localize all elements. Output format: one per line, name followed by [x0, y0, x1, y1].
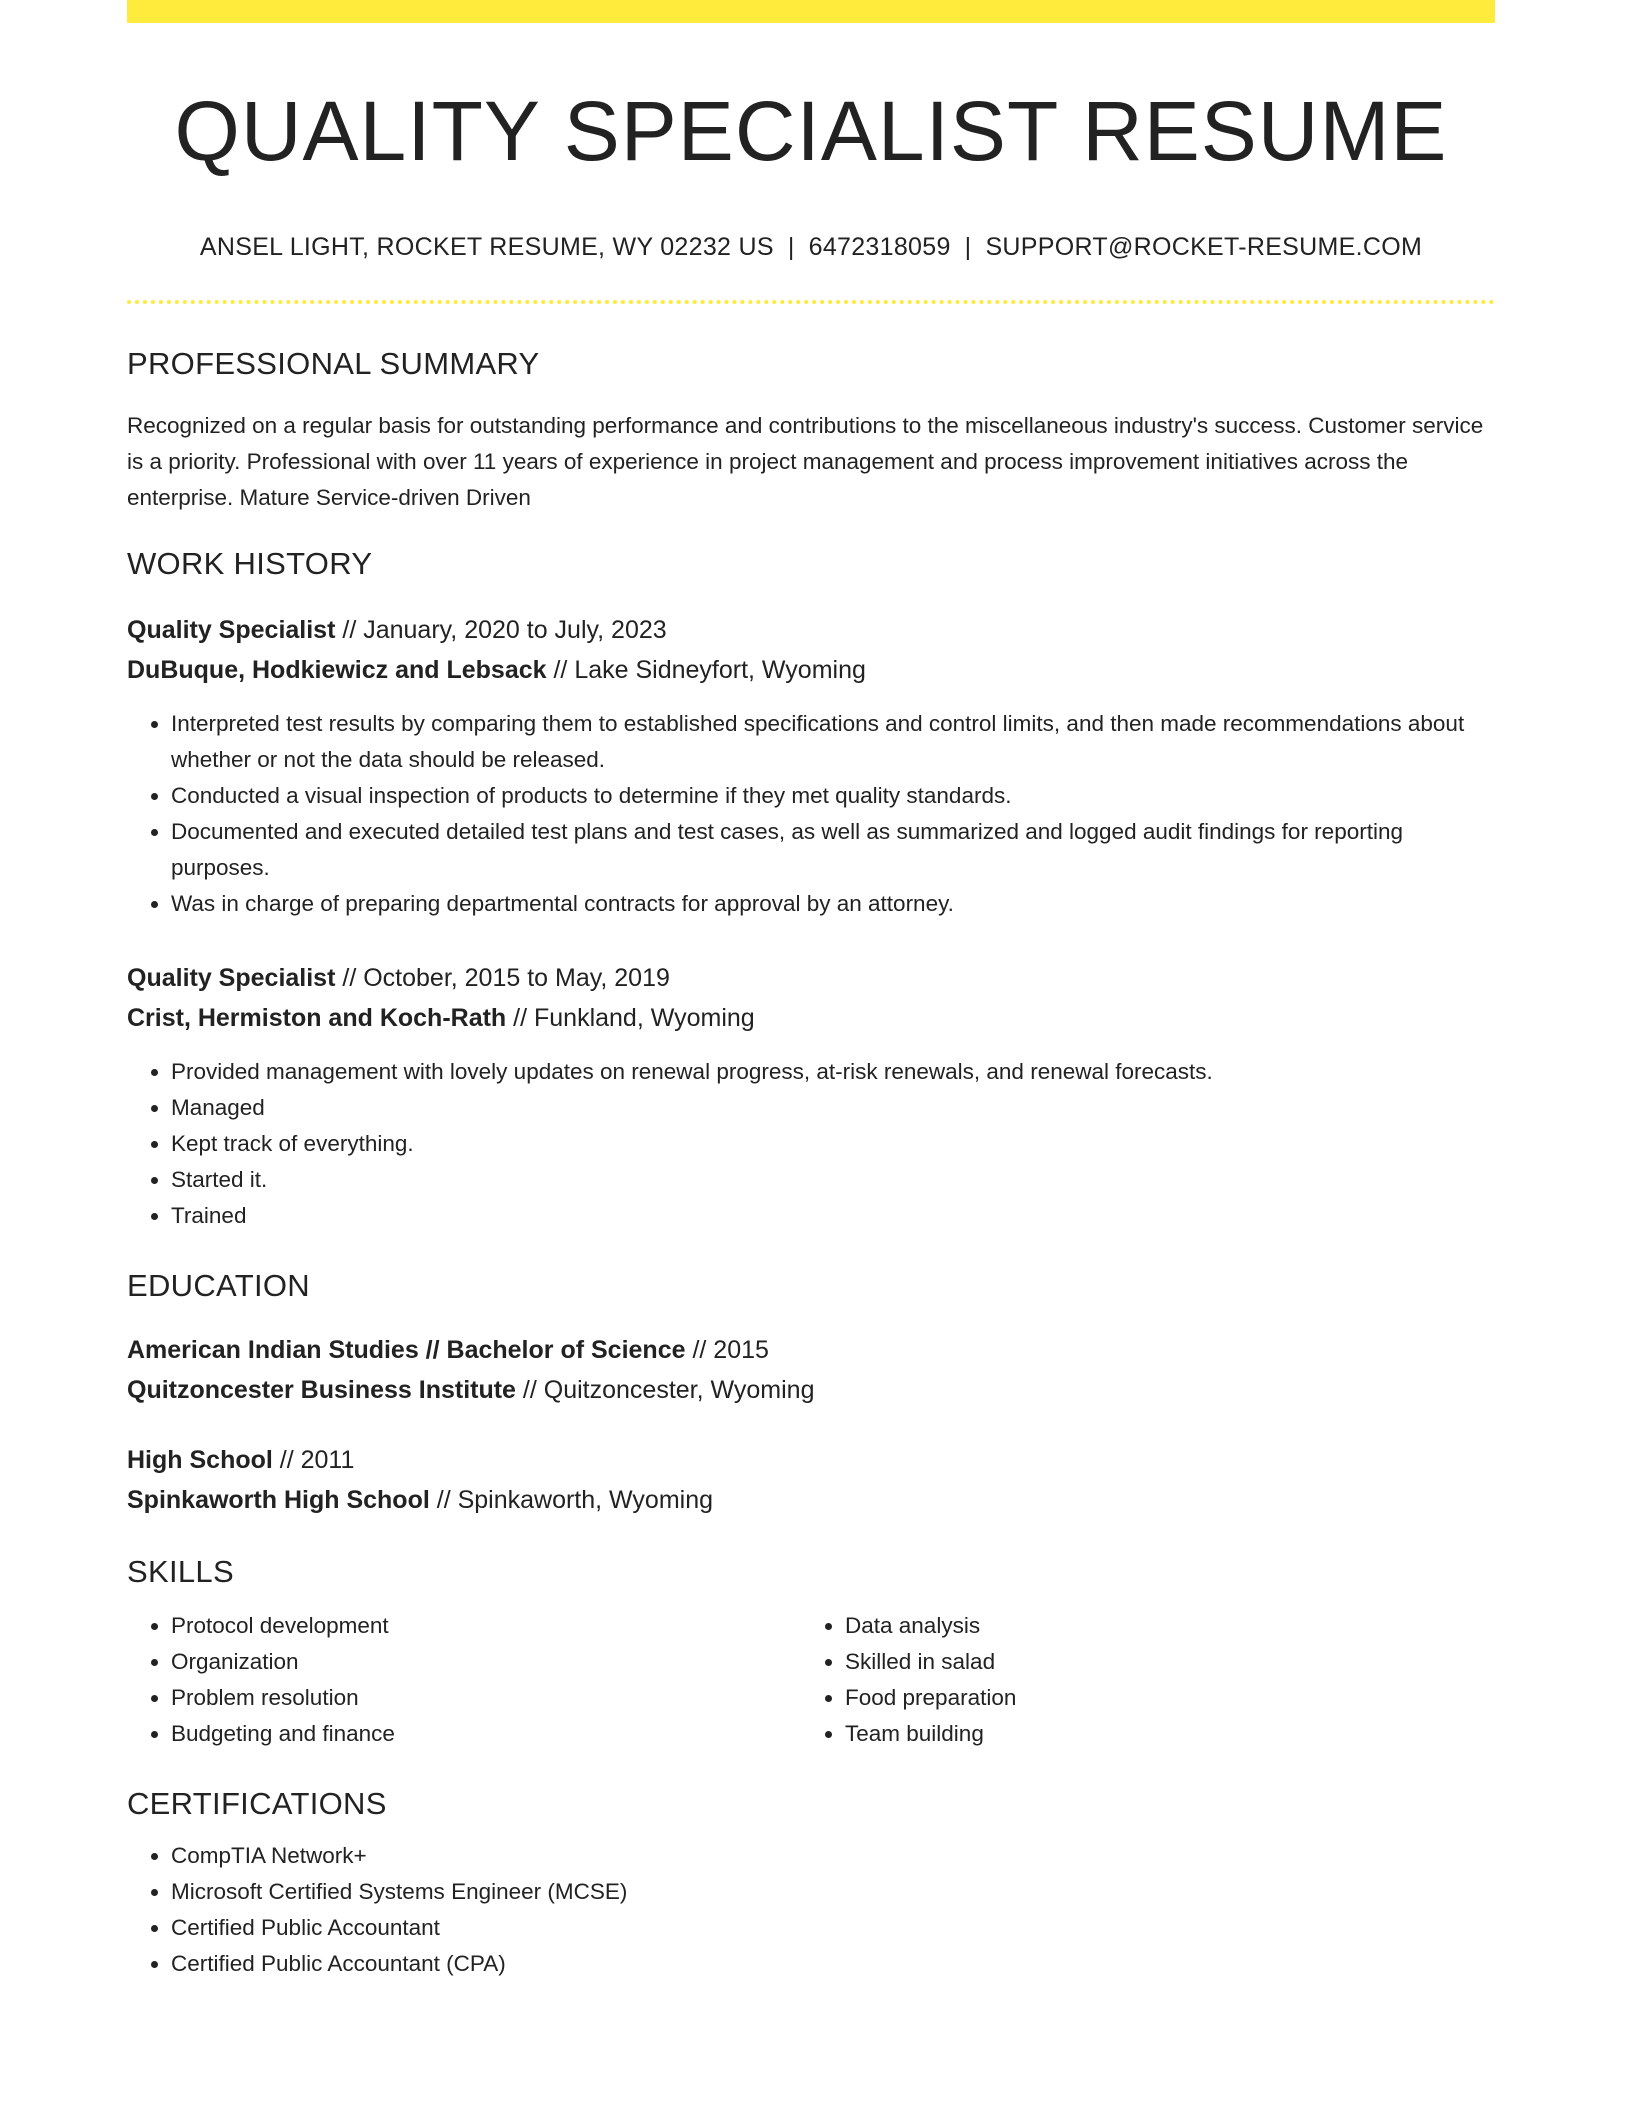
- contact-email: SUPPORT@ROCKET-RESUME.COM: [985, 233, 1423, 262]
- education-year: // 2011: [279, 1446, 355, 1475]
- education-year: // 2015: [692, 1336, 769, 1365]
- list-item: • Certified Public Accountant (CPA): [171, 1946, 1495, 1982]
- list-item: • Started it.: [171, 1162, 1495, 1198]
- certifications-heading: CERTIFICATIONS: [127, 1786, 387, 1822]
- education-degree-line: [127, 1330, 1495, 1370]
- contact-separator: |: [787, 233, 795, 262]
- summary-heading: PROFESSIONAL SUMMARY: [127, 346, 540, 382]
- education-entry: [127, 1330, 1495, 1410]
- list-item: • CompTIA Network+: [171, 1838, 1495, 1874]
- list-item: • Interpreted test results by comparing them to established specifications and control limits, and then made recommendations about whether or not the data should be released.: [171, 706, 1495, 778]
- list-item: • Food preparation: [845, 1680, 1475, 1716]
- job-dates: // October, 2015 to May, 2019: [342, 964, 670, 993]
- job-entry: [127, 958, 1495, 1234]
- list-item: • Data analysis: [845, 1608, 1475, 1644]
- education-location: // Quitzoncester, Wyoming: [522, 1376, 815, 1405]
- list-item: • Managed: [171, 1090, 1495, 1126]
- resume-page: [127, 0, 1495, 1982]
- job-location: // Funkland, Wyoming: [513, 1004, 755, 1033]
- list-item: • Trained: [171, 1198, 1495, 1234]
- education-school: Spinkaworth High School: [127, 1486, 430, 1515]
- job-title-line: [127, 958, 1495, 998]
- education-school-line: [127, 1370, 1495, 1410]
- job-entry: [127, 610, 1495, 922]
- dotted-divider: [127, 300, 1495, 304]
- list-item: • Protocol development: [171, 1608, 801, 1644]
- job-bullets: [127, 1054, 1495, 1234]
- contact-phone: 6472318059: [808, 233, 951, 262]
- education-location: // Spinkaworth, Wyoming: [436, 1486, 714, 1515]
- list-item: • Documented and executed detailed test plans and test cases, as well as summarized and logged audit findings for reporting purposes.: [171, 814, 1495, 886]
- list-item: • Organization: [171, 1644, 801, 1680]
- job-dates: // January, 2020 to July, 2023: [342, 616, 667, 645]
- list-item: • Skilled in salad: [845, 1644, 1475, 1680]
- summary-text: Recognized on a regular basis for outstanding performance and contributions to the miscellaneous industry's success. Customer service is a priority. Professional with over 11 years of experience in project management and process improvement initiatives across the enterprise. Mature Service-driven Driven: [127, 413, 1484, 511]
- contact-address: ANSEL LIGHT, ROCKET RESUME, WY 02232 US: [199, 233, 774, 262]
- job-title: Quality Specialist: [127, 964, 336, 993]
- education-school: Quitzoncester Business Institute: [127, 1376, 516, 1405]
- education-degree-line: [127, 1440, 1495, 1480]
- list-item: • Microsoft Certified Systems Engineer (MCSE): [171, 1874, 1495, 1910]
- list-item: • Budgeting and finance: [171, 1716, 801, 1752]
- certifications-list: [127, 1838, 1495, 1982]
- job-company-line: [127, 998, 1495, 1038]
- job-company-line: [127, 650, 1495, 690]
- contact-separator: |: [964, 233, 972, 262]
- top-accent-bar: [127, 0, 1495, 23]
- job-title: Quality Specialist: [127, 616, 336, 645]
- education-school-line: [127, 1480, 1495, 1520]
- list-item: • Provided management with lovely updates on renewal progress, at-risk renewals, and renewal forecasts.: [171, 1054, 1495, 1090]
- list-item: • Was in charge of preparing departmental contracts for approval by an attorney.: [171, 886, 1495, 922]
- skills-grid: [127, 1608, 1495, 1752]
- skills-heading: SKILLS: [127, 1554, 234, 1590]
- education-degree: High School: [127, 1446, 273, 1475]
- education-heading: EDUCATION: [127, 1268, 310, 1304]
- list-item: • Problem resolution: [171, 1680, 801, 1716]
- job-bullets: [127, 706, 1495, 922]
- list-item: • Kept track of everything.: [171, 1126, 1495, 1162]
- work-history-heading: WORK HISTORY: [127, 546, 373, 582]
- resume-title: QUALITY SPECIALIST RESUME: [174, 84, 1448, 178]
- list-item: • Conducted a visual inspection of products to determine if they met quality standards.: [171, 778, 1495, 814]
- list-item: • Team building: [845, 1716, 1475, 1752]
- education-degree: American Indian Studies // Bachelor of Science: [127, 1336, 686, 1365]
- education-entry: [127, 1440, 1495, 1520]
- skills-list-left: [127, 1608, 801, 1752]
- job-company: DuBuque, Hodkiewicz and Lebsack: [127, 656, 547, 685]
- job-title-line: [127, 610, 1495, 650]
- contact-line: [127, 233, 1495, 262]
- skills-list-right: [801, 1608, 1475, 1752]
- job-company: Crist, Hermiston and Koch-Rath: [127, 1004, 507, 1033]
- job-location: // Lake Sidneyfort, Wyoming: [553, 656, 866, 685]
- list-item: • Certified Public Accountant: [171, 1910, 1495, 1946]
